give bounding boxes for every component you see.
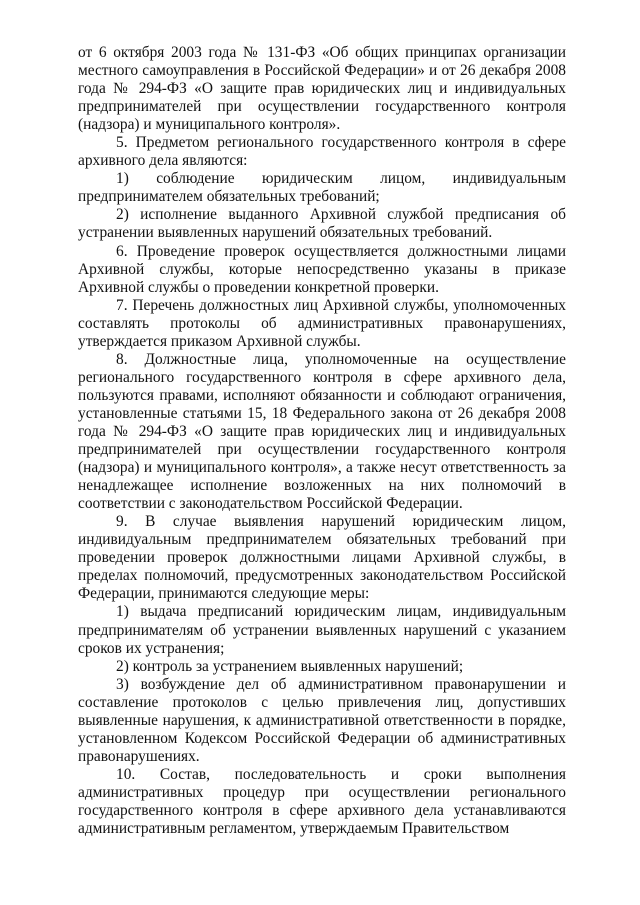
paragraph-item-5-1: 1) соблюдение юридическим лицом, индивидуальным предпринимателем обязательных требований;: [78, 170, 566, 206]
paragraph-item-5-2: 2) исполнение выданного Архивной службой предписания об устранении выявленных нарушений обязательных требований.: [78, 206, 566, 242]
paragraph-continuation: от 6 октября 2003 года № 131-ФЗ «Об общих принципах организации местного самоуправления в Российской Федерации» и от 26 декабря 2008 года № 294-ФЗ «О защите прав юридических лиц и индивидуальных предпринимателей при осуществлении государственного контроля (надзора) и муниципального контроля».: [78, 44, 566, 134]
paragraph-item-9-3: 3) возбуждение дел об административном правонарушении и составление протоколов с целью привлечения лиц, допустивших выявленные нарушения, к административной ответственности в порядке, установленном Кодексом Российской Федерации об административных правонарушениях.: [78, 675, 566, 765]
paragraph-item-9: 9. В случае выявления нарушений юридическим лицом, индивидуальным предпринимателем обязательных требований при проведении проверок должностными лицами Архивной службы, в пределах полномочий, предусмотренных законодательством Российской Федерации, принимаются следующие меры:: [78, 513, 566, 603]
paragraph-item-9-1: 1) выдача предписаний юридическим лицам, индивидуальным предпринимателям об устранении выявленных нарушений с указанием сроков их устранения;: [78, 603, 566, 657]
paragraph-item-9-2: 2) контроль за устранением выявленных нарушений;: [116, 657, 464, 675]
paragraph-item-5: 5. Предметом регионального государственного контроля в сфере архивного дела являются:: [78, 134, 566, 170]
paragraph-item-10: 10. Состав, последовательность и сроки выполнения административных процедур при осуществлении регионального государственного контроля в сфере архивного дела устанавливаются административным регламентом, утверждаемым Правительством: [78, 765, 566, 838]
paragraph-item-6: 6. Проведение проверок осуществляется должностными лицами Архивной службы, которые непосредственно указаны в приказе Архивной службы о проведении конкретной проверки.: [78, 242, 566, 296]
paragraph-item-7: 7. Перечень должностных лиц Архивной службы, уполномоченных составлять протоколы об административных правонарушениях, утверждается приказом Архивной службы.: [78, 296, 566, 350]
paragraph-item-8: 8. Должностные лица, уполномоченные на осуществление регионального государственного контроля в сфере архивного дела, пользуются правами, исполняют обязанности и соблюдают ограничения, установленные статьями 15, 18 Федерального закона от 26 декабря 2008 года № 294-ФЗ «О защите прав юридических лиц и индивидуальных предпринимателей при осуществлении государственного контроля (надзора) и муниципального контроля», а также несут ответственность за ненадлежащее исполнение возложенных на них полномочий в соответствии с законодательством Российской Федерации.: [78, 350, 566, 513]
document-page: [78, 44, 566, 838]
